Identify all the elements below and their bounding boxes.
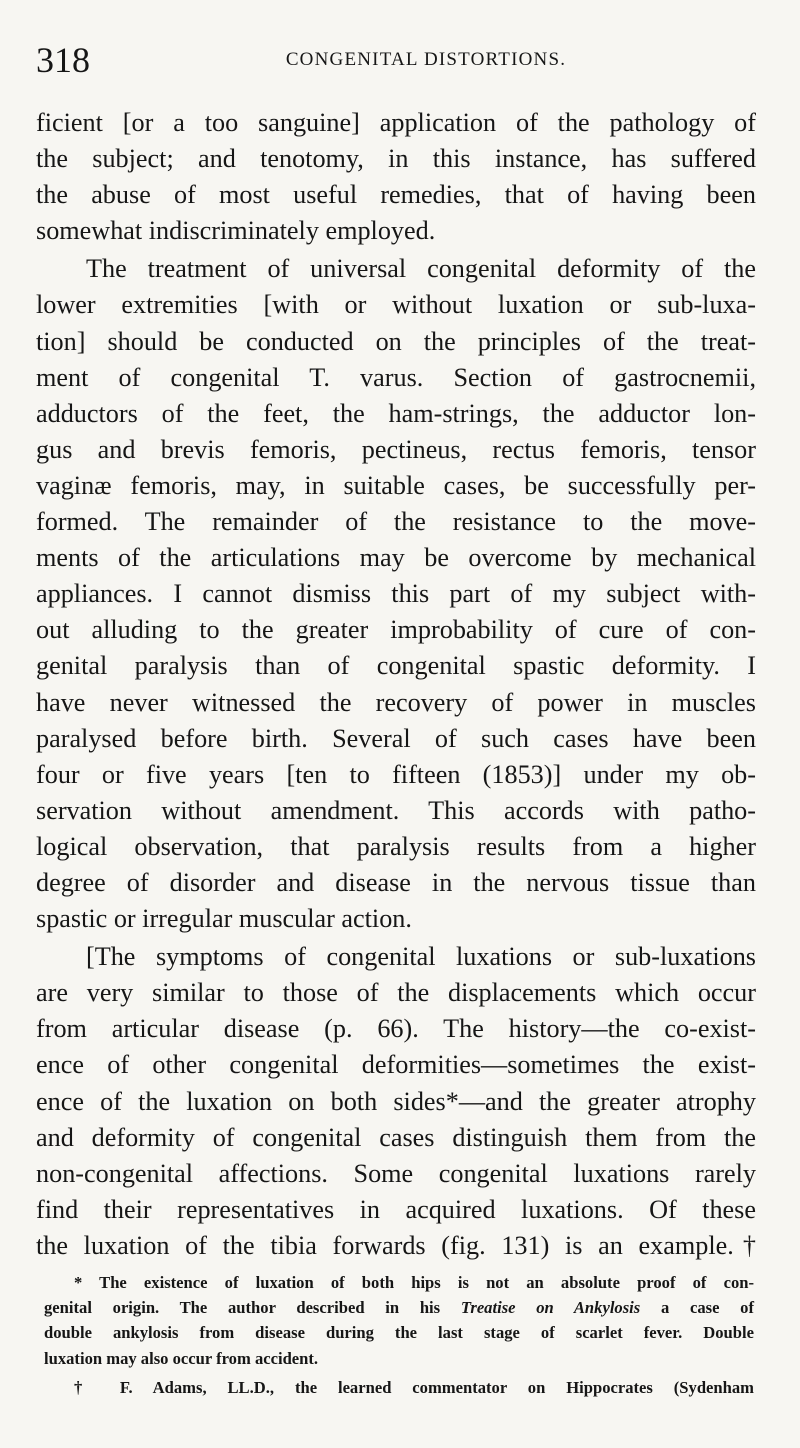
text-line: genital paralysis than of congenital spastic deformity. I (36, 651, 756, 681)
text-line: The treatment of universal congenital deformity of the (86, 254, 756, 284)
text-line: ment of congenital T. varus. Section of gastrocnemii, (36, 362, 756, 392)
text-line: degree of disorder and disease in the nervous tissue than (36, 867, 756, 897)
text-line: adductors of the feet, the ham-strings, the adductor lon- (36, 398, 756, 428)
page-header (36, 36, 766, 84)
text-line: have never witnessed the recovery of power in muscles (36, 687, 756, 717)
text-line: formed. The remainder of the resistance to the move- (36, 507, 756, 537)
footnotes (44, 1270, 754, 1400)
text-line: logical observation, that paralysis results from a higher (36, 831, 756, 861)
text-line: out alluding to the greater improbability of cure of con- (36, 615, 756, 645)
running-title: CONGENITAL DISTORTIONS. (285, 49, 567, 70)
text-line: ficient [or a too sanguine] application of the pathology of (36, 108, 756, 137)
body-text (36, 105, 756, 1264)
footnote-line: † F. Adams, LL.D., the learned commentator on Hippocrates (Sydenham (74, 1377, 754, 1397)
text-line: somewhat indiscriminately employed. (36, 216, 436, 246)
text-line: paralysed before birth. Several of such cases have been (36, 723, 756, 753)
text-line: servation without amendment. This accords with patho- (36, 795, 756, 825)
text-line: ence of other congenital deformities—sometimes the exist- (36, 1050, 756, 1080)
text-line: appliances. I cannot dismiss this part of my subject with- (36, 579, 756, 609)
text-line: gus and brevis femoris, pectineus, rectus femoris, tensor (36, 434, 756, 464)
footnote-line: * The existence of luxation of both hips is not an absolute proof of con- (74, 1273, 754, 1292)
text-line: from articular disease (p. 66). The history—the co-exist- (36, 1014, 756, 1044)
text-line: [The symptoms of congenital luxations or sub-luxations (86, 942, 756, 972)
text-line: and deformity of congenital cases distinguish them from the (36, 1122, 756, 1152)
book-title: Treatise on Ankylosis (460, 1298, 641, 1318)
text-line: lower extremities [with or without luxation or sub-luxa- (36, 290, 756, 320)
text-line: tion] should be conducted on the principles of the treat- (36, 326, 756, 356)
footnote-line: luxation may also occur from accident. (44, 1348, 319, 1368)
text-line: four or five years [ten to fifteen (1853)] under my ob- (36, 759, 756, 789)
text-line: the subject; and tenotomy, in this instance, has suffered (36, 144, 756, 174)
text-line: the abuse of most useful remedies, that of having been (36, 180, 756, 210)
text-line: the luxation of the tibia forwards (fig. 131) is an example.† (36, 1230, 756, 1260)
text-line: find their representatives in acquired luxations. Of these (36, 1194, 756, 1224)
text-line: vaginæ femoris, may, in suitable cases, be successfully per- (36, 470, 756, 500)
footnote-line: genital origin. The author described in his Treatise on Ankylosis a case of (44, 1298, 755, 1318)
text-line: ments of the articulations may be overcome by mechanical (36, 543, 756, 573)
text-line: are very similar to those of the displacements which occur (36, 978, 756, 1008)
text-line: non-congenital affections. Some congenital luxations rarely (36, 1158, 756, 1188)
footnote-line: double ankylosis from disease during the last stage of scarlet fever. Double (44, 1323, 754, 1343)
page-number: 318 (36, 40, 90, 80)
text-line: ence of the luxation on both sides*—and the greater atrophy (36, 1086, 756, 1116)
text-line: spastic or irregular muscular action. (36, 904, 412, 934)
